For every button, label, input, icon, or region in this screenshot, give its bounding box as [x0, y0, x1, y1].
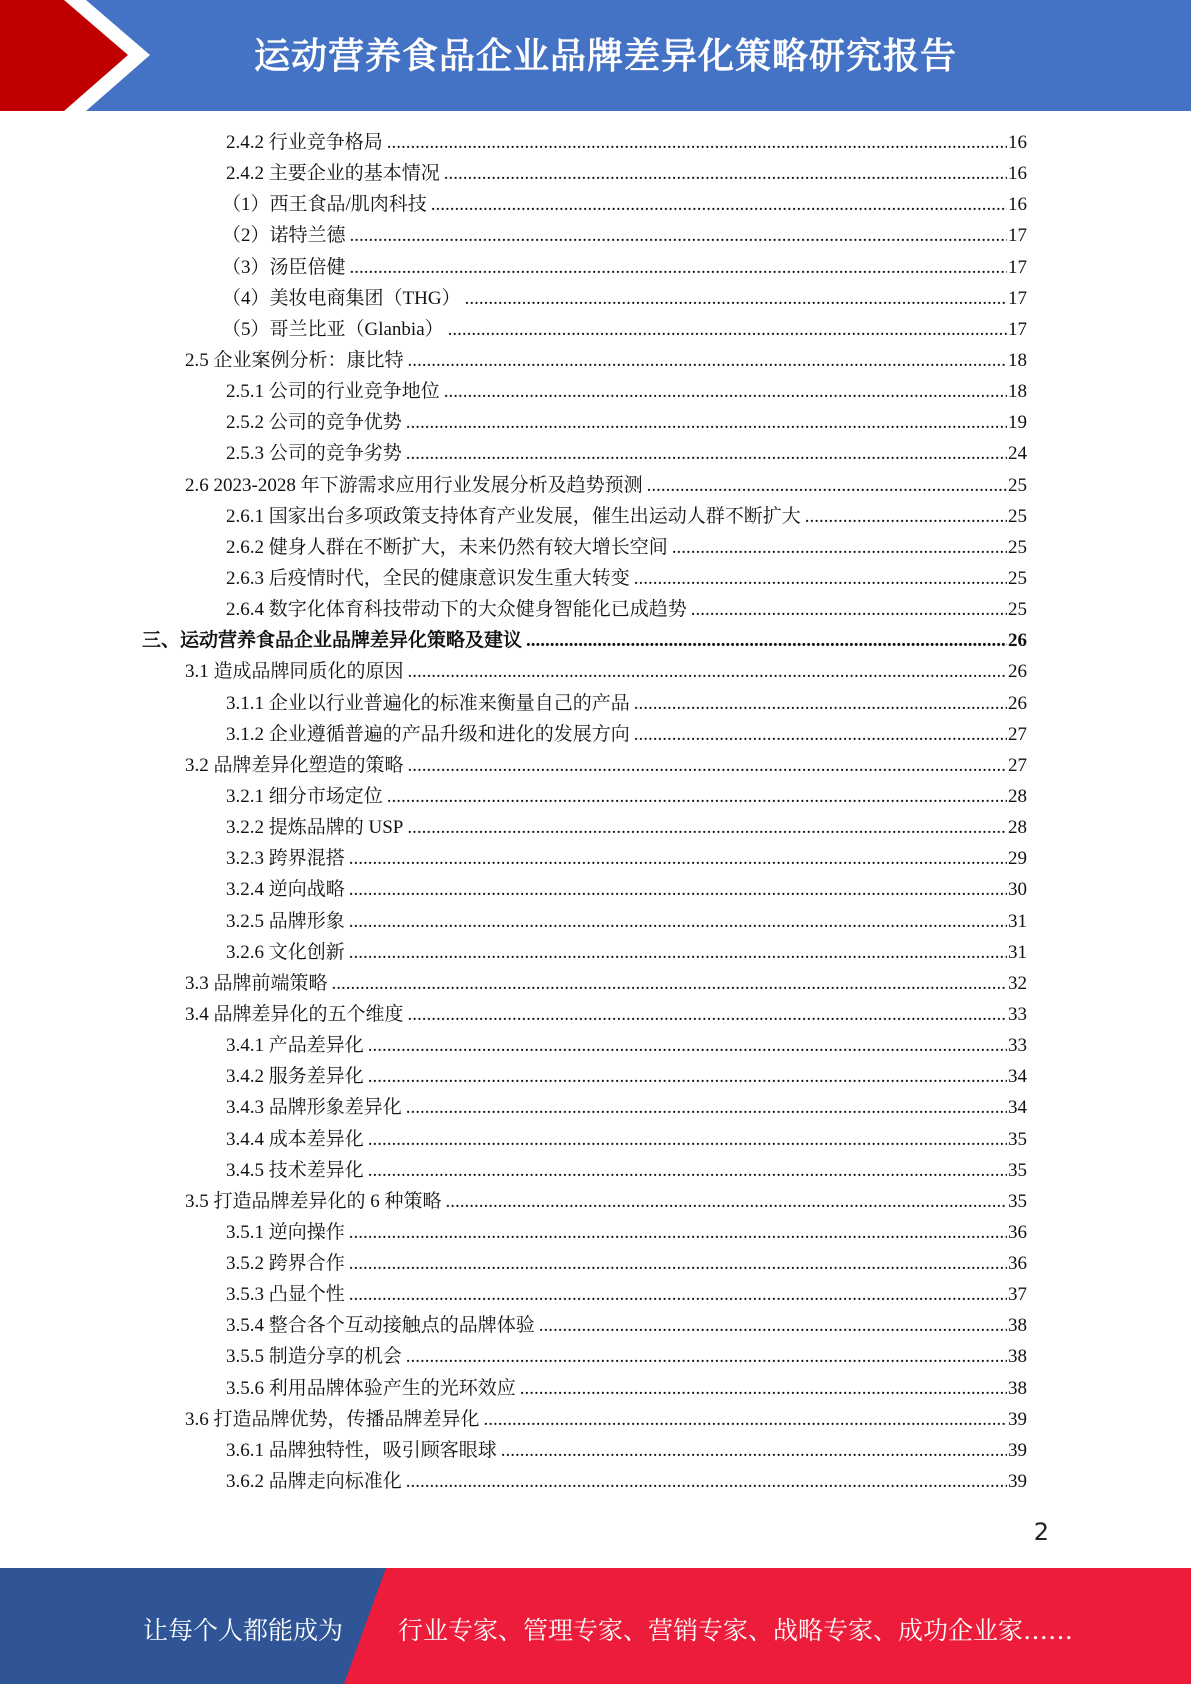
toc-entry-page: 31 — [1008, 910, 1027, 932]
toc-entry-line — [222, 189, 1027, 220]
toc-entry-page: 16 — [1008, 194, 1027, 216]
toc-entry[interactable] — [0, 1030, 1191, 1061]
toc-dot-leader — [446, 1186, 1007, 1217]
toc-entry-page: 17 — [1008, 318, 1027, 340]
toc-dot-leader — [647, 470, 1007, 501]
toc-dot-leader — [349, 1217, 1007, 1248]
toc-entry-line — [226, 812, 1027, 843]
toc-dot-leader — [349, 906, 1007, 937]
toc-entry-page: 34 — [1008, 1066, 1027, 1088]
toc-entry-line — [185, 968, 1027, 999]
toc-dot-leader — [444, 158, 1007, 189]
toc-dot-leader — [539, 1310, 1007, 1341]
footer-slogan-right: 行业专家、管理专家、营销专家、战略专家、成功企业家…… — [398, 1616, 1074, 1645]
toc-entry-page: 16 — [1008, 163, 1027, 185]
toc-entry-line — [226, 501, 1027, 532]
table-of-contents — [0, 127, 1191, 1497]
toc-entry[interactable] — [0, 874, 1191, 905]
toc-entry-title: 3.4.5 技术差异化 — [226, 1159, 364, 1181]
toc-entry-title: 3.6.1 品牌独特性，吸引顾客眼球 — [226, 1439, 497, 1461]
toc-entry[interactable] — [0, 1279, 1191, 1310]
toc-entry-title: （1）西王食品/肌肉科技 — [222, 194, 427, 216]
toc-entry-page: 18 — [1008, 381, 1027, 403]
toc-entry-title: （4）美妆电商集团（THG） — [222, 287, 461, 309]
toc-dot-leader — [634, 688, 1007, 719]
toc-entry-page: 17 — [1008, 225, 1027, 247]
toc-entry-line — [226, 1124, 1027, 1155]
toc-entry-title: 2.6.1 国家出台多项政策支持体育产业发展，催生出运动人群不断扩大 — [226, 505, 801, 527]
toc-entry-page: 29 — [1008, 848, 1027, 870]
toc-entry-page: 35 — [1008, 1159, 1027, 1181]
footer-slogan-left: 让每个人都能成为 — [143, 1616, 344, 1645]
toc-dot-leader — [332, 968, 1007, 999]
toc-entry[interactable] — [0, 1310, 1191, 1341]
toc-entry-page: 26 — [1008, 630, 1027, 652]
toc-entry-page: 38 — [1008, 1346, 1027, 1368]
toc-entry-line — [226, 1248, 1027, 1279]
toc-entry-page: 25 — [1008, 474, 1027, 496]
toc-dot-leader — [501, 1435, 1007, 1466]
toc-entry-title: 3.4 品牌差异化的五个维度 — [185, 1003, 404, 1025]
toc-entry-page: 17 — [1008, 256, 1027, 278]
toc-entry[interactable] — [0, 283, 1191, 314]
toc-entry-page: 39 — [1008, 1439, 1027, 1461]
toc-entry-page: 26 — [1008, 692, 1027, 714]
page-number: 2 — [1033, 1518, 1049, 1546]
toc-entry-title: 3.2.5 品牌形象 — [226, 910, 345, 932]
toc-entry-title: 2.6.2 健身人群在不断扩大，未来仍然有较大增长空间 — [226, 536, 668, 558]
toc-entry[interactable] — [0, 127, 1191, 158]
toc-entry[interactable] — [0, 1124, 1191, 1155]
toc-entry-page: 36 — [1008, 1253, 1027, 1275]
toc-dot-leader — [349, 843, 1007, 874]
toc-entry-page: 19 — [1008, 412, 1027, 434]
toc-entry-page: 26 — [1008, 661, 1027, 683]
toc-entry[interactable] — [0, 1061, 1191, 1092]
toc-entry-page: 28 — [1008, 785, 1027, 807]
toc-dot-leader — [406, 407, 1007, 438]
toc-dot-leader — [484, 1404, 1007, 1435]
toc-entry-title: 3.2.2 提炼品牌的 USP — [226, 817, 404, 839]
toc-entry[interactable] — [0, 750, 1191, 781]
toc-entry[interactable] — [0, 438, 1191, 469]
toc-dot-leader — [387, 127, 1007, 158]
toc-entry[interactable] — [0, 812, 1191, 843]
toc-entry-page: 38 — [1008, 1315, 1027, 1337]
toc-entry-title: 3.2.3 跨界混搭 — [226, 848, 345, 870]
toc-entry-line — [226, 1435, 1027, 1466]
toc-entry-title: 3.2 品牌差异化塑造的策略 — [185, 754, 404, 776]
toc-entry-line — [222, 220, 1027, 251]
toc-dot-leader — [406, 1341, 1007, 1372]
toc-entry[interactable] — [0, 532, 1191, 563]
toc-dot-leader — [407, 812, 1007, 843]
toc-dot-leader — [349, 937, 1007, 968]
toc-dot-leader — [406, 1092, 1007, 1123]
toc-entry-page: 28 — [1008, 817, 1027, 839]
toc-dot-leader — [634, 719, 1007, 750]
toc-entry-title: 三、运动营养食品企业品牌差异化策略及建议 — [142, 630, 523, 652]
toc-entry[interactable] — [0, 1217, 1191, 1248]
toc-entry[interactable] — [0, 719, 1191, 750]
toc-entry-title: 3.2.6 文化创新 — [226, 941, 345, 963]
toc-entry-line — [226, 719, 1027, 750]
toc-entry[interactable] — [0, 1404, 1191, 1435]
toc-entry-title: 2.5 企业案例分析：康比特 — [185, 349, 404, 371]
toc-entry-line — [226, 127, 1027, 158]
toc-entry[interactable] — [0, 345, 1191, 376]
toc-entry[interactable] — [0, 501, 1191, 532]
toc-entry-title: 3.4.4 成本差异化 — [226, 1128, 364, 1150]
toc-entry-title: 2.4.2 行业竞争格局 — [226, 132, 383, 153]
toc-entry[interactable] — [0, 563, 1191, 594]
toc-entry-title: 2.6.3 后疫情时代，全民的健康意识发生重大转变 — [226, 567, 630, 589]
toc-entry-page: 31 — [1008, 941, 1027, 963]
toc-entry-line — [226, 1310, 1027, 1341]
toc-entry-line — [226, 937, 1027, 968]
toc-entry[interactable] — [0, 158, 1191, 189]
toc-entry-page: 34 — [1008, 1097, 1027, 1119]
toc-entry-page: 35 — [1008, 1190, 1027, 1212]
toc-entry-page: 25 — [1008, 599, 1027, 621]
toc-entry-line — [226, 1373, 1027, 1404]
toc-entry[interactable] — [0, 1341, 1191, 1372]
toc-entry-title: 3.6 打造品牌优势，传播品牌差异化 — [185, 1408, 480, 1430]
report-title: 运动营养食品企业品牌差异化策略研究报告 — [253, 36, 957, 77]
toc-entry[interactable] — [0, 1248, 1191, 1279]
toc-dot-leader — [520, 1373, 1007, 1404]
toc-entry-line — [185, 1404, 1027, 1435]
page-header — [0, 0, 1191, 111]
toc-entry-title: 3.1.2 企业遵循普遍的产品升级和进化的发展方向 — [226, 723, 630, 745]
toc-entry-line — [226, 407, 1027, 438]
toc-entry-line — [226, 1030, 1027, 1061]
toc-entry-line — [185, 345, 1027, 376]
toc-dot-leader — [448, 314, 1007, 345]
toc-entry[interactable] — [0, 843, 1191, 874]
toc-entry-title: 3.1.1 企业以行业普遍化的标准来衡量自己的产品 — [226, 692, 630, 714]
toc-dot-leader — [408, 656, 1007, 687]
toc-entry-line — [185, 750, 1027, 781]
toc-entry[interactable] — [0, 252, 1191, 283]
toc-entry-title: 3.3 品牌前端策略 — [185, 972, 328, 994]
toc-dot-leader — [368, 1155, 1007, 1186]
toc-dot-leader — [408, 999, 1007, 1030]
toc-entry-line — [185, 1186, 1027, 1217]
toc-dot-leader — [465, 283, 1007, 314]
toc-entry-title: 3.5.2 跨界合作 — [226, 1253, 345, 1275]
toc-entry-line — [226, 438, 1027, 469]
toc-entry-title: 2.6 2023-2028 年下游需求应用行业发展分析及趋势预测 — [185, 474, 643, 496]
toc-dot-leader — [406, 1466, 1007, 1497]
toc-dot-leader — [368, 1061, 1007, 1092]
toc-entry[interactable] — [0, 407, 1191, 438]
toc-entry-page: 38 — [1008, 1377, 1027, 1399]
toc-entry-title: 3.4.1 产品差异化 — [226, 1035, 364, 1057]
toc-dot-leader — [431, 189, 1007, 220]
toc-entry-line — [226, 1466, 1027, 1497]
toc-entry[interactable] — [0, 376, 1191, 407]
toc-dot-leader — [691, 594, 1007, 625]
toc-entry-page: 27 — [1008, 723, 1027, 745]
toc-entry[interactable] — [0, 1092, 1191, 1123]
toc-entry-page: 30 — [1008, 879, 1027, 901]
toc-dot-leader — [672, 532, 1007, 563]
toc-entry-title: 2.4.2 主要企业的基本情况 — [226, 163, 440, 185]
toc-entry-line — [226, 158, 1027, 189]
toc-entry[interactable] — [0, 999, 1191, 1030]
toc-entry-title: 3.1 造成品牌同质化的原因 — [185, 661, 404, 683]
toc-entry-page: 32 — [1008, 972, 1027, 994]
toc-entry[interactable] — [0, 1466, 1191, 1497]
toc-entry-page: 24 — [1008, 443, 1027, 465]
toc-dot-leader — [408, 750, 1007, 781]
toc-entry-line — [222, 252, 1027, 283]
toc-entry-line — [226, 1217, 1027, 1248]
toc-entry-page: 37 — [1008, 1284, 1027, 1306]
toc-entry-line — [185, 999, 1027, 1030]
toc-entry-title: 3.5.6 利用品牌体验产生的光环效应 — [226, 1377, 516, 1399]
toc-entry-title: 3.4.2 服务差异化 — [226, 1066, 364, 1088]
toc-entry-title: 3.5.1 逆向操作 — [226, 1221, 345, 1243]
toc-dot-leader — [349, 874, 1007, 905]
toc-entry-line — [226, 1155, 1027, 1186]
toc-dot-leader — [350, 220, 1007, 251]
toc-entry-line — [226, 1061, 1027, 1092]
toc-entry-line — [226, 874, 1027, 905]
toc-entry[interactable] — [0, 1435, 1191, 1466]
toc-entry-line — [226, 1279, 1027, 1310]
toc-entry-title: 3.4.3 品牌形象差异化 — [226, 1097, 402, 1119]
page-footer — [0, 1568, 1191, 1684]
toc-entry-title: （5）哥兰比亚（Glanbia） — [222, 318, 444, 340]
toc-entry-title: 3.2.4 逆向战略 — [226, 879, 345, 901]
toc-entry-line — [142, 625, 1027, 656]
toc-entry[interactable] — [0, 625, 1191, 656]
toc-entry[interactable] — [0, 656, 1191, 687]
toc-entry[interactable] — [0, 688, 1191, 719]
toc-entry-line — [226, 688, 1027, 719]
toc-dot-leader — [350, 252, 1007, 283]
toc-entry[interactable] — [0, 1155, 1191, 1186]
toc-entry[interactable] — [0, 594, 1191, 625]
toc-entry[interactable] — [0, 1373, 1191, 1404]
toc-entry-page: 39 — [1008, 1408, 1027, 1430]
toc-entry-page: 25 — [1008, 567, 1027, 589]
toc-entry-line — [226, 906, 1027, 937]
toc-entry-line — [226, 843, 1027, 874]
toc-dot-leader — [634, 563, 1007, 594]
toc-entry-page: 35 — [1008, 1128, 1027, 1150]
toc-entry-page: 17 — [1008, 287, 1027, 309]
toc-dot-leader — [368, 1030, 1007, 1061]
toc-entry-title: 2.5.1 公司的行业竞争地位 — [226, 381, 440, 403]
toc-dot-leader — [349, 1248, 1007, 1279]
toc-entry-line — [222, 314, 1027, 345]
toc-entry-line — [226, 532, 1027, 563]
toc-entry-title: （2）诺特兰德 — [222, 225, 346, 247]
toc-dot-leader — [526, 625, 1007, 656]
toc-entry-page: 16 — [1008, 132, 1027, 153]
toc-entry-line — [222, 283, 1027, 314]
toc-dot-leader — [387, 781, 1007, 812]
toc-entry[interactable] — [0, 781, 1191, 812]
toc-entry-page: 33 — [1008, 1003, 1027, 1025]
toc-entry-page: 25 — [1008, 505, 1027, 527]
toc-entry-line — [185, 470, 1027, 501]
toc-dot-leader — [408, 345, 1007, 376]
toc-entry[interactable] — [0, 906, 1191, 937]
toc-dot-leader — [406, 438, 1007, 469]
toc-entry[interactable] — [0, 470, 1191, 501]
toc-entry-title: 3.2.1 细分市场定位 — [226, 785, 383, 807]
toc-entry-title: 2.5.3 公司的竞争劣势 — [226, 443, 402, 465]
toc-entry-title: 3.6.2 品牌走向标准化 — [226, 1471, 402, 1493]
toc-entry-title: 3.5 打造品牌差异化的 6 种策略 — [185, 1190, 442, 1212]
toc-entry-title: 3.5.5 制造分享的机会 — [226, 1346, 402, 1368]
toc-entry-line — [226, 594, 1027, 625]
toc-entry-line — [226, 1092, 1027, 1123]
toc-dot-leader — [368, 1124, 1007, 1155]
toc-entry-title: （3）汤臣倍健 — [222, 256, 346, 278]
toc-entry[interactable] — [0, 220, 1191, 251]
toc-entry-line — [226, 781, 1027, 812]
toc-entry-page: 18 — [1008, 349, 1027, 371]
toc-entry-title: 2.5.2 公司的竞争优势 — [226, 412, 402, 434]
toc-entry[interactable] — [0, 314, 1191, 345]
toc-entry-line — [226, 563, 1027, 594]
toc-entry-line — [226, 376, 1027, 407]
toc-entry[interactable] — [0, 937, 1191, 968]
toc-dot-leader — [805, 501, 1007, 532]
toc-entry-title: 3.5.4 整合各个互动接触点的品牌体验 — [226, 1315, 535, 1337]
toc-entry-page: 33 — [1008, 1035, 1027, 1057]
toc-entry[interactable] — [0, 1186, 1191, 1217]
toc-dot-leader — [444, 376, 1007, 407]
toc-entry-line — [185, 656, 1027, 687]
toc-entry[interactable] — [0, 968, 1191, 999]
toc-entry[interactable] — [0, 189, 1191, 220]
toc-entry-page: 39 — [1008, 1471, 1027, 1493]
toc-entry-title: 3.5.3 凸显个性 — [226, 1284, 345, 1306]
toc-entry-page: 25 — [1008, 536, 1027, 558]
toc-entry-line — [226, 1341, 1027, 1372]
toc-entry-title: 2.6.4 数字化体育科技带动下的大众健身智能化已成趋势 — [226, 599, 687, 621]
toc-dot-leader — [349, 1279, 1007, 1310]
toc-entry-page: 36 — [1008, 1221, 1027, 1243]
toc-entry-page: 27 — [1008, 754, 1027, 776]
